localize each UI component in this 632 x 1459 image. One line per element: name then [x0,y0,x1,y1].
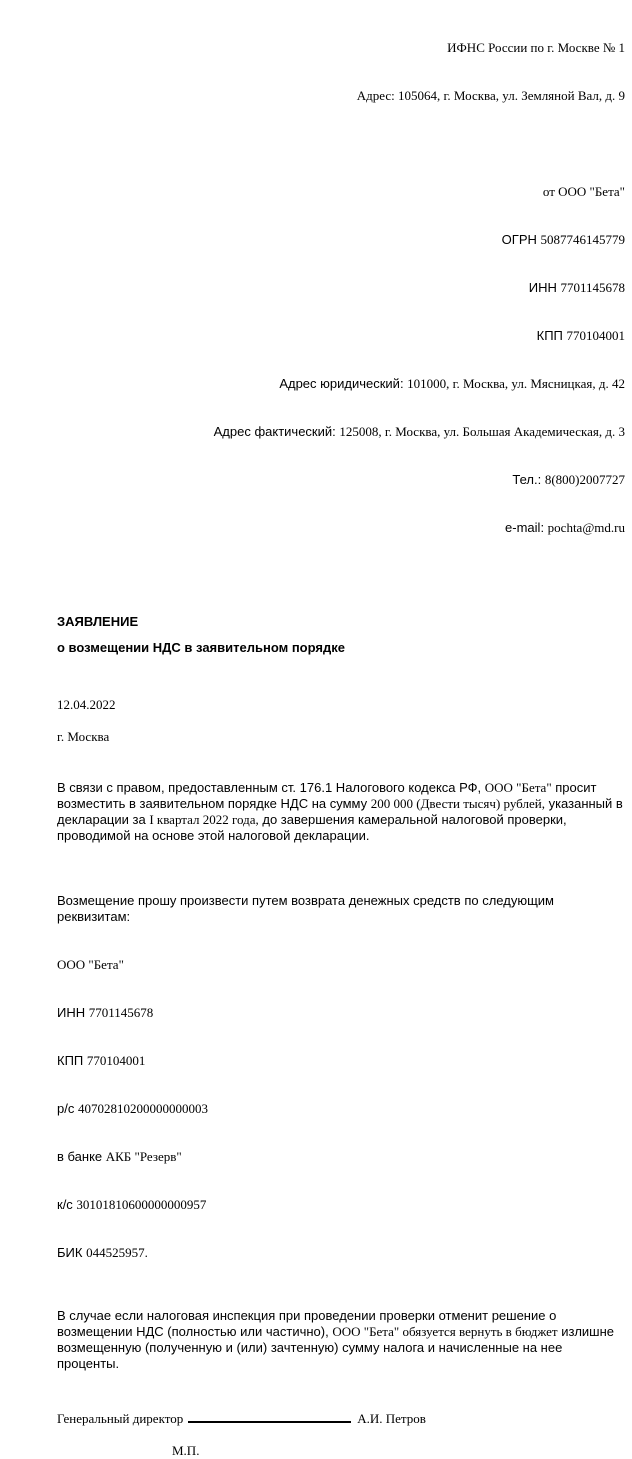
signature-row [57,1410,625,1427]
sender-from-line [57,184,625,200]
ogrn-value: 5087746145779 [540,232,625,247]
email-line [57,520,625,536]
liability-paragraph [57,1308,625,1372]
bik-label: БИК [57,1245,87,1260]
requisites-account [57,1101,625,1117]
request-paragraph [57,780,625,844]
actual-address-value: 125008, г. Москва, ул. Большая Академическая, д. 3 [339,424,625,439]
signatory-position: Генеральный директор [57,1411,184,1426]
stamp-mark: М.П. [172,1443,200,1458]
corr-label: к/с [57,1197,77,1212]
text-run: указанный в декларации за [57,796,627,827]
actual-address-label: Адрес фактический: [213,424,340,439]
legal-address-label: Адрес юридический: [279,376,408,391]
actual-address-line [57,424,625,440]
requisites-inn [57,1005,625,1021]
amount-run: 200 000 (Двести тысяч) рублей, [370,796,545,811]
inspection-name-line [57,40,625,56]
inn-line [57,280,625,296]
requisites-bank [57,1149,625,1165]
recipient-header-block [57,8,625,568]
inn-label: ИНН [57,1005,89,1020]
requisites-kpp [57,1053,625,1069]
bank-label: в банке [57,1149,106,1164]
kpp-line [57,328,625,344]
kpp-label: КПП [57,1053,87,1068]
text-run: излишне возмещенную (полученную и (или) зачтенную) сумму налога и начисленные на нее проценты. [57,1324,618,1371]
company-obligation-run: ООО "Бета" обязуется вернуть в бюджет [332,1324,558,1339]
ogrn-line [57,232,625,248]
legal-address-value: 101000, г. Москва, ул. Мясницкая, д. 42 [407,376,625,391]
requisites-bik [57,1245,625,1261]
document-title: ЗАЯВЛЕНИЕ [57,614,139,629]
company-name-run: ООО "Бета" [484,780,552,795]
account-label: р/с [57,1101,78,1116]
text-run: В случае если налоговая инспекция при проведении проверки отменит решение о возмещении НДС (полностью или частично), [57,1308,560,1339]
inn-label: ИНН [528,280,561,295]
document-subtitle: о возмещении НДС в заявительном порядке [57,640,345,655]
requisites-block [57,861,625,1293]
corr-value: 30101810600000000957 [76,1197,207,1212]
document-city: г. Москва [57,729,110,744]
text-run: до завершения камеральной налоговой проверки, проводимой на основе этой налоговой декларации. [57,812,571,843]
phone-label: Тел.: [512,472,545,487]
requisites-company: ООО "Бета" [57,957,124,972]
email-value: pochta@md.ru [547,520,625,535]
text-run: просит возместить в заявительном порядке НДС на сумму [57,780,601,811]
signature-line [188,1410,351,1423]
sender-company: от ООО "Бета" [542,184,625,199]
legal-address-line [57,376,625,392]
account-value: 40702810200000000003 [77,1101,208,1116]
inn-value: 7701145678 [88,1005,154,1020]
signatory-name: А.И. Петров [357,1411,426,1426]
period-run: I квартал 2022 года, [149,812,259,827]
bik-value: 044525957. [86,1245,148,1260]
kpp-value: 770104001 [566,328,625,343]
phone-line [57,472,625,488]
ogrn-label: ОГРН [501,232,541,247]
kpp-value: 770104001 [86,1053,146,1068]
header-spacer [57,136,625,152]
email-label: e-mail: [505,520,548,535]
text-run: В связи с правом, предоставленным ст. 176.1 Налогового кодекса РФ, [57,780,485,795]
inn-value: 7701145678 [560,280,625,295]
bank-value: АКБ "Резерв" [105,1149,182,1164]
inspection-address-line [57,88,625,104]
requisites-intro: Возмещение прошу произвести путем возврата денежных средств по следующим реквизитам: [57,893,558,924]
requisites-corr [57,1197,625,1213]
inspection-name: ИФНС России по г. Москве № 1 [447,40,625,55]
kpp-label: КПП [536,328,567,343]
inspection-address: Адрес: 105064, г. Москва, ул. Земляной Вал, д. 9 [356,88,625,103]
phone-value: 8(800)2007727 [544,472,625,487]
document-date: 12.04.2022 [57,697,116,712]
